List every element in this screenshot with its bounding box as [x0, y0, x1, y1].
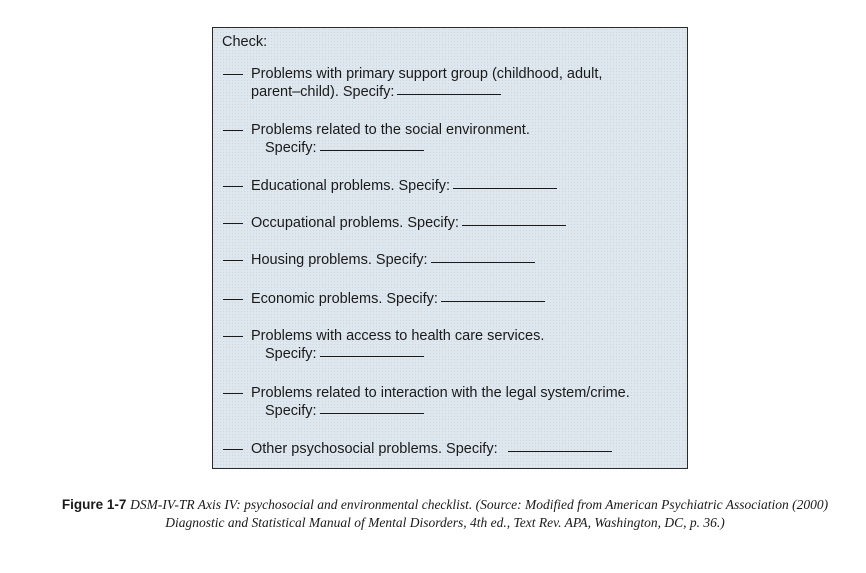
item-text: Problems with access to health care services.	[251, 328, 545, 344]
specify-blank[interactable]	[431, 262, 535, 263]
item-text: Educational problems. Specify:	[251, 177, 557, 195]
specify-blank[interactable]	[320, 356, 424, 357]
check-blank[interactable]	[223, 260, 243, 261]
item-text-line2: parent–child). Specify:	[251, 84, 395, 100]
item-text: Problems related to interaction with the legal system/crime.	[251, 385, 630, 401]
check-blank[interactable]	[223, 393, 243, 394]
caption-label: Figure 1-7	[61, 497, 127, 512]
specify-blank[interactable]	[508, 451, 612, 452]
item-text: Other psychosocial problems. Specify:	[251, 440, 612, 458]
specify-blank[interactable]	[441, 301, 545, 302]
check-blank[interactable]	[223, 130, 243, 131]
item-text-line2: Specify:	[265, 403, 317, 419]
specify-blank[interactable]	[320, 150, 424, 151]
item-text: Housing problems. Specify:	[251, 251, 535, 269]
item-specify-line	[251, 83, 501, 101]
checklist-box	[212, 27, 688, 469]
item-specify-line	[265, 345, 424, 363]
specify-blank[interactable]	[462, 225, 566, 226]
specify-blank[interactable]	[453, 188, 557, 189]
specify-blank[interactable]	[397, 94, 501, 95]
item-text: Economic problems. Specify:	[251, 290, 545, 308]
item-specify-line	[265, 139, 424, 157]
checklist-heading: Check:	[222, 34, 268, 50]
check-blank[interactable]	[223, 74, 243, 75]
check-blank[interactable]	[223, 299, 243, 300]
specify-blank[interactable]	[320, 413, 424, 414]
item-specify-line	[265, 402, 424, 420]
check-blank[interactable]	[223, 336, 243, 337]
item-text-line2: Specify:	[265, 140, 317, 156]
check-blank[interactable]	[223, 449, 243, 450]
check-blank[interactable]	[223, 223, 243, 224]
item-text: Problems with primary support group (childhood, adult,	[251, 66, 603, 82]
item-text: Occupational problems. Specify:	[251, 214, 566, 232]
check-blank[interactable]	[223, 186, 243, 187]
figure-caption	[60, 496, 830, 532]
caption-text: DSM-IV-TR Axis IV: psychosocial and environmental checklist. (Source: Modified from American Psychiatric Association (2000) Diagnostic and Statistical Manual of Mental Disorders, 4th ed., Text Rev. APA, Washington, DC, p. 36.)	[130, 497, 829, 530]
item-text-line2: Specify:	[265, 346, 317, 362]
item-text: Problems related to the social environment.	[251, 122, 530, 138]
